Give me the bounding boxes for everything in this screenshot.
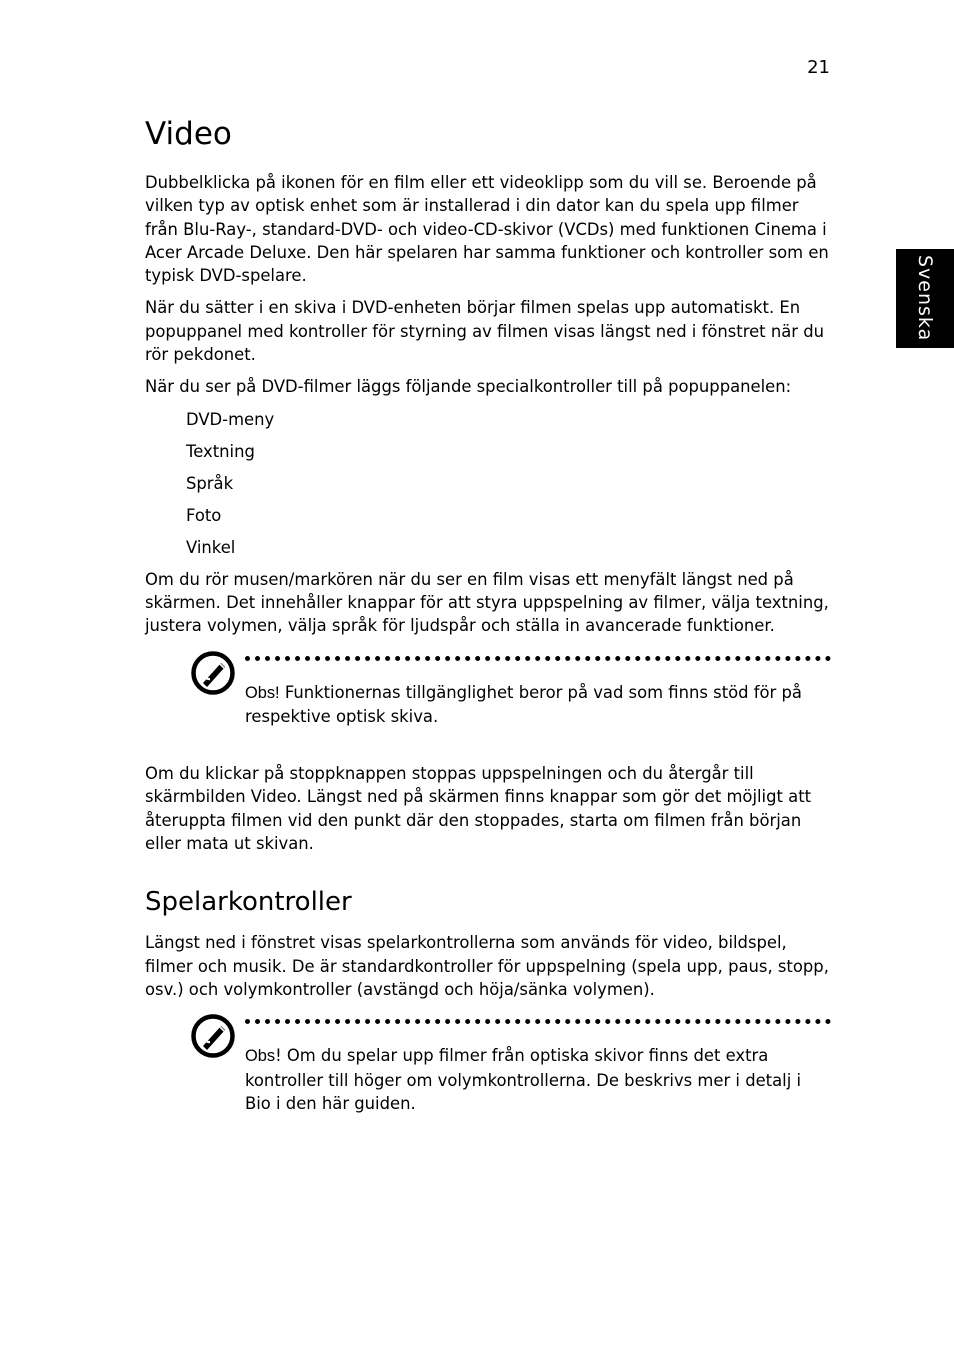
language-tab-label: Svenska: [914, 255, 936, 342]
autoplay-paragraph: När du sätter i en skiva i DVD-enheten börjar filmen spelas upp automatiskt. En popuppanel med kontroller för styrning av filmen visas längst ned i fönstret när du rör pekdonet.: [145, 298, 824, 365]
list-item: Vinkel: [186, 537, 236, 557]
page-title: Video: [145, 116, 232, 152]
note-box: [190, 656, 831, 729]
note-pen-icon: [190, 1013, 236, 1059]
page-content: [145, 112, 831, 1149]
note-box: [190, 1019, 831, 1115]
section-title: Spelarkontroller: [145, 887, 352, 918]
list-item: DVD-meny: [186, 409, 275, 429]
note-divider: [245, 1019, 831, 1024]
note-text: [245, 681, 831, 729]
intro-paragraph: Dubbelklicka på ikonen för en film eller ett videoklipp som du vill se. Beroende på vilken typ av optisk enhet som är installerad i din dator kan du spela upp filmer från Blu-Ray-, standard-DVD- och video-CD-skivor (VCDs) med funktionen Cinema i Acer Arcade Deluxe. Den här spelaren har samma funktioner och kontroller som en typisk DVD-spelare.: [145, 173, 829, 286]
note-text: [245, 1044, 831, 1115]
stop-paragraph: Om du klickar på stoppknappen stoppas uppspelningen och du återgår till skärmbilden Video. Längst ned på skärmen finns knappar som gör det möjligt att återuppta filmen vid den punkt där den stoppades, starta om filmen från början eller mata ut skivan.: [145, 764, 812, 854]
note-label: Obs!: [245, 683, 280, 702]
note-body: Funktionernas tillgänglighet beror på vad som finns stöd för på respektive optisk skiva.: [245, 682, 802, 726]
list-item: Textning: [186, 441, 255, 461]
note-pen-icon: [190, 650, 236, 696]
language-tab: [896, 249, 954, 348]
note-divider: [245, 656, 831, 661]
note-body: ! Om du spelar upp filmer från optiska skivor finns det extra kontroller till höger om volymkontrollerna. De beskrivs mer i detalj i Bio i den här guiden.: [245, 1046, 802, 1113]
dvd-controls-list: [186, 408, 831, 559]
page-number: 21: [807, 57, 830, 78]
note-label: Obs: [245, 1047, 276, 1066]
player-controls-paragraph: Längst ned i fönstret visas spelarkontrollerna som används för video, bildspel, filmer och musik. De är standardkontroller för uppspelning (spela upp, paus, stopp, osv.) och volymkontroller (avstängd och höja/sänka volymen).: [145, 933, 829, 999]
menubar-paragraph: Om du rör musen/markören när du ser en film visas ett menyfält längst ned på skärmen. Det innehåller knappar för att styra uppspelning av filmer, välja textning, justera volymen, välja språk för ljudspår och ställa in avancerade funktioner.: [145, 569, 829, 636]
list-item: Språk: [186, 473, 234, 493]
dvd-controls-intro: När du ser på DVD-filmer läggs följande specialkontroller till på popuppanelen:: [145, 377, 792, 397]
list-item: Foto: [186, 505, 222, 525]
